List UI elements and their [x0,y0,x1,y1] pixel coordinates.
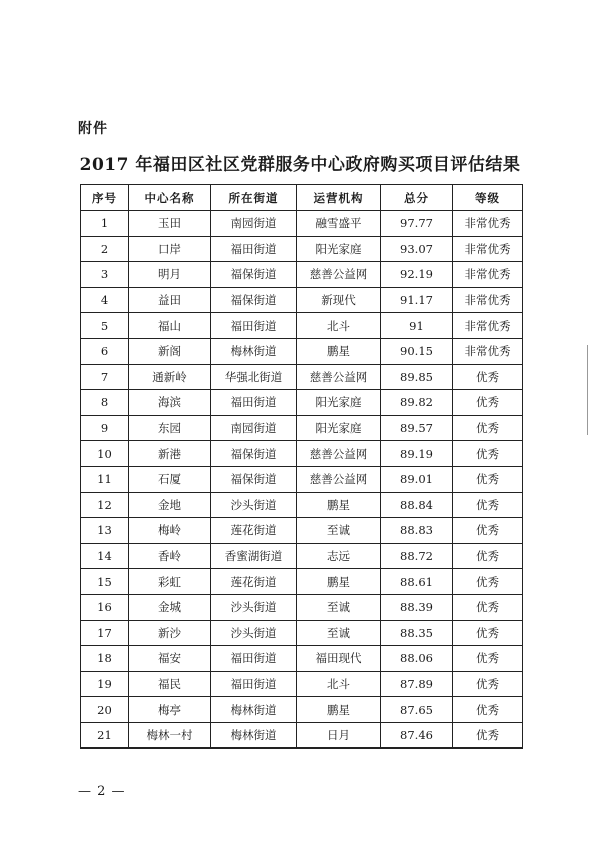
cell-grade: 优秀 [453,697,523,723]
cell-street: 福田街道 [211,313,297,339]
cell-street: 沙头街道 [211,594,297,620]
table-row [81,543,523,569]
table-row [81,466,523,492]
table-header-row [81,185,523,211]
table-row [81,287,523,313]
table-row [81,313,523,339]
cell-total-score: 88.83 [381,518,453,544]
cell-center-name: 福安 [129,646,211,672]
cell-center-name: 口岸 [129,236,211,262]
cell-operator: 鹏星 [297,492,381,518]
cell-total-score: 88.35 [381,620,453,646]
cell-total-score: 89.01 [381,466,453,492]
cell-grade: 优秀 [453,415,523,441]
cell-total-score: 87.65 [381,697,453,723]
cell-operator: 北斗 [297,313,381,339]
table-row [81,697,523,723]
cell-street: 福田街道 [211,390,297,416]
cell-index: 13 [81,518,129,544]
cell-center-name: 梅岭 [129,518,211,544]
cell-index: 6 [81,338,129,364]
cell-index: 20 [81,697,129,723]
cell-street: 华强北街道 [211,364,297,390]
cell-operator: 至诚 [297,620,381,646]
cell-grade: 非常优秀 [453,287,523,313]
cell-index: 8 [81,390,129,416]
table-body [81,211,523,749]
cell-grade: 优秀 [453,466,523,492]
cell-center-name: 新港 [129,441,211,467]
header-index: 序号 [81,185,129,211]
cell-grade: 优秀 [453,569,523,595]
cell-total-score: 90.15 [381,338,453,364]
cell-street: 梅林街道 [211,338,297,364]
cell-total-score: 87.89 [381,671,453,697]
header-operator: 运营机构 [297,185,381,211]
cell-grade: 优秀 [453,390,523,416]
cell-index: 9 [81,415,129,441]
cell-center-name: 海滨 [129,390,211,416]
cell-operator: 鹏星 [297,338,381,364]
table-row [81,262,523,288]
table-row [81,569,523,595]
table-row [81,492,523,518]
cell-street: 莲花街道 [211,518,297,544]
cell-index: 3 [81,262,129,288]
header-center-name: 中心名称 [129,185,211,211]
cell-operator: 新现代 [297,287,381,313]
table-row [81,594,523,620]
cell-total-score: 92.19 [381,262,453,288]
cell-center-name: 玉田 [129,211,211,237]
cell-total-score: 88.61 [381,569,453,595]
cell-index: 2 [81,236,129,262]
cell-operator: 福田现代 [297,646,381,672]
cell-operator: 至诚 [297,518,381,544]
cell-street: 梅林街道 [211,722,297,748]
cell-grade: 优秀 [453,543,523,569]
cell-total-score: 91.17 [381,287,453,313]
table-row [81,518,523,544]
header-grade: 等级 [453,185,523,211]
cell-center-name: 福山 [129,313,211,339]
cell-street: 沙头街道 [211,492,297,518]
cell-operator: 慈善公益网 [297,262,381,288]
attachment-label: 附件 [78,121,108,137]
cell-center-name: 东园 [129,415,211,441]
cell-center-name: 新沙 [129,620,211,646]
cell-index: 10 [81,441,129,467]
cell-center-name: 新阁 [129,338,211,364]
cell-index: 1 [81,211,129,237]
cell-street: 南园街道 [211,211,297,237]
cell-center-name: 益田 [129,287,211,313]
cell-center-name: 金城 [129,594,211,620]
cell-center-name: 通新岭 [129,364,211,390]
cell-center-name: 彩虹 [129,569,211,595]
cell-index: 18 [81,646,129,672]
cell-index: 12 [81,492,129,518]
cell-total-score: 89.82 [381,390,453,416]
cell-center-name: 香岭 [129,543,211,569]
cell-index: 17 [81,620,129,646]
scan-edge-mark [587,345,588,435]
cell-total-score: 87.46 [381,722,453,748]
cell-index: 5 [81,313,129,339]
cell-grade: 非常优秀 [453,262,523,288]
cell-center-name: 梅林一村 [129,722,211,748]
cell-operator: 慈善公益网 [297,466,381,492]
cell-operator: 鹏星 [297,569,381,595]
cell-operator: 慈善公益网 [297,441,381,467]
cell-street: 沙头街道 [211,620,297,646]
cell-grade: 非常优秀 [453,211,523,237]
cell-grade: 优秀 [453,646,523,672]
cell-street: 福保街道 [211,466,297,492]
cell-index: 4 [81,287,129,313]
cell-grade: 优秀 [453,620,523,646]
cell-center-name: 石厦 [129,466,211,492]
cell-operator: 融雪盛平 [297,211,381,237]
cell-index: 14 [81,543,129,569]
cell-total-score: 89.57 [381,415,453,441]
cell-center-name: 金地 [129,492,211,518]
cell-operator: 鹏星 [297,697,381,723]
cell-total-score: 89.19 [381,441,453,467]
table-row [81,722,523,748]
cell-grade: 非常优秀 [453,236,523,262]
cell-total-score: 88.72 [381,543,453,569]
cell-grade: 优秀 [453,518,523,544]
cell-operator: 至诚 [297,594,381,620]
evaluation-results-table [80,184,523,749]
cell-grade: 非常优秀 [453,313,523,339]
table-row [81,338,523,364]
cell-grade: 优秀 [453,441,523,467]
cell-center-name: 福民 [129,671,211,697]
cell-street: 南园街道 [211,415,297,441]
cell-total-score: 97.77 [381,211,453,237]
cell-center-name: 明月 [129,262,211,288]
cell-index: 15 [81,569,129,595]
header-total-score: 总分 [381,185,453,211]
cell-operator: 慈善公益网 [297,364,381,390]
cell-street: 福保街道 [211,262,297,288]
cell-operator: 阳光家庭 [297,415,381,441]
header-street: 所在街道 [211,185,297,211]
cell-index: 21 [81,722,129,748]
cell-street: 福田街道 [211,671,297,697]
cell-grade: 优秀 [453,722,523,748]
cell-total-score: 88.06 [381,646,453,672]
table-row [81,364,523,390]
document-title: 2017 年福田区社区党群服务中心政府购买项目评估结果 [79,155,521,175]
cell-grade: 优秀 [453,671,523,697]
cell-street: 福保街道 [211,287,297,313]
cell-operator: 阳光家庭 [297,390,381,416]
cell-street: 福田街道 [211,646,297,672]
cell-street: 莲花街道 [211,569,297,595]
cell-grade: 非常优秀 [453,338,523,364]
cell-total-score: 88.39 [381,594,453,620]
table-row [81,415,523,441]
cell-grade: 优秀 [453,364,523,390]
cell-total-score: 88.84 [381,492,453,518]
cell-total-score: 89.85 [381,364,453,390]
table-row [81,671,523,697]
cell-street: 香蜜湖街道 [211,543,297,569]
cell-street: 福田街道 [211,236,297,262]
table-row [81,646,523,672]
cell-operator: 北斗 [297,671,381,697]
cell-street: 福保街道 [211,441,297,467]
cell-street: 梅林街道 [211,697,297,723]
cell-index: 7 [81,364,129,390]
cell-center-name: 梅亭 [129,697,211,723]
cell-operator: 日月 [297,722,381,748]
cell-operator: 志远 [297,543,381,569]
cell-index: 19 [81,671,129,697]
table-row [81,236,523,262]
cell-operator: 阳光家庭 [297,236,381,262]
table-row [81,620,523,646]
cell-index: 16 [81,594,129,620]
cell-grade: 优秀 [453,492,523,518]
cell-grade: 优秀 [453,594,523,620]
cell-total-score: 93.07 [381,236,453,262]
table-row [81,211,523,237]
table-row [81,390,523,416]
cell-index: 11 [81,466,129,492]
page-number: — 2 — [78,784,126,799]
table-row [81,441,523,467]
cell-total-score: 91 [381,313,453,339]
